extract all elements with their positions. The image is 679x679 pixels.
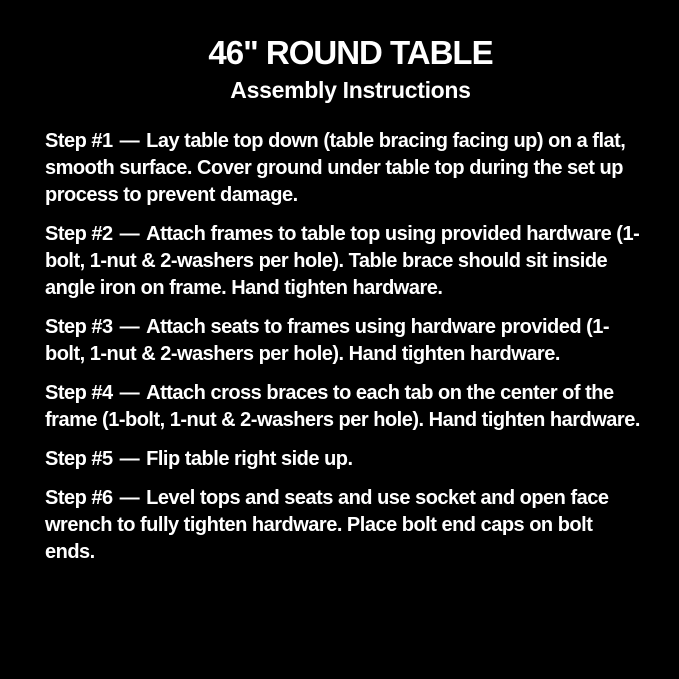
step-text: Attach seats to frames using hardware provided (1-bolt, 1-nut & 2-washers per hole). Hand tighten hardware. bbox=[45, 316, 610, 365]
page-subtitle: Assembly Instructions bbox=[230, 77, 471, 103]
step-item-1 bbox=[45, 128, 645, 209]
em-dash: — bbox=[119, 448, 140, 470]
em-dash: — bbox=[119, 223, 140, 245]
step-item-2 bbox=[45, 221, 645, 302]
step-item-5 bbox=[45, 446, 645, 473]
step-text: Attach cross braces to each tab on the center of the frame (1-bolt, 1-nut & 2-washers per hole). Hand tighten hardware. bbox=[45, 382, 640, 431]
em-dash: — bbox=[119, 316, 140, 338]
em-dash: — bbox=[119, 487, 140, 509]
step-text: Attach frames to table top using provided hardware (1-bolt, 1-nut & 2-washers per hole). Table brace should sit inside angle iron on frame. Hand tighten hardware. bbox=[45, 223, 640, 299]
step-label: Step #5 bbox=[45, 448, 113, 470]
step-text: Lay table top down (table bracing facing up) on a flat, smooth surface. Cover ground under table top during the set up process to prevent damage. bbox=[45, 130, 626, 206]
step-label: Step #2 bbox=[45, 223, 113, 245]
em-dash: — bbox=[119, 130, 140, 152]
step-item-6 bbox=[45, 485, 645, 566]
page-title: 46" ROUND TABLE bbox=[208, 34, 493, 71]
step-item-4 bbox=[45, 380, 645, 434]
step-text: Flip table right side up. bbox=[146, 448, 353, 470]
step-text: Level tops and seats and use socket and open face wrench to fully tighten hardware. Place bolt end caps on bolt ends. bbox=[45, 487, 609, 563]
em-dash: — bbox=[119, 382, 140, 404]
step-item-3 bbox=[45, 314, 645, 368]
step-label: Step #3 bbox=[45, 316, 113, 338]
step-label: Step #6 bbox=[45, 487, 113, 509]
steps-list bbox=[45, 128, 645, 566]
step-label: Step #4 bbox=[45, 382, 113, 404]
step-label: Step #1 bbox=[45, 130, 113, 152]
poster-header bbox=[45, 34, 656, 104]
